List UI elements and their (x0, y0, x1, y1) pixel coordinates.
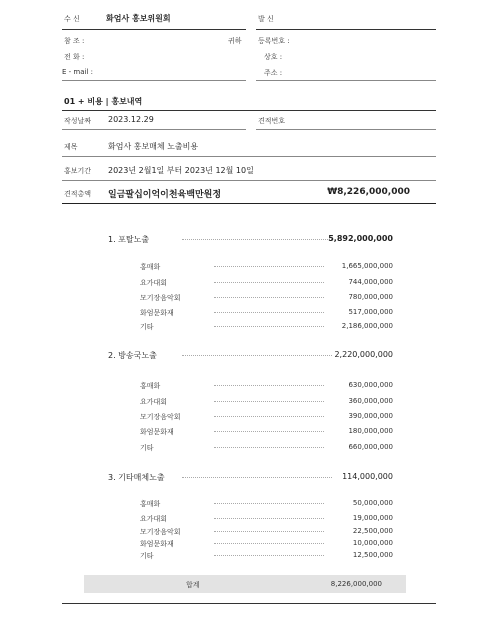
period-underline (62, 180, 436, 181)
item-name: 홍매화 (140, 500, 161, 508)
section-title: 01 + 비용 | 홍보내역 (64, 97, 143, 106)
item-value: 2,186,000,000 (341, 322, 393, 330)
category-title: 1. 포탈노출 (108, 235, 150, 244)
item-name: 화엄문화재 (140, 309, 174, 317)
item-name: 홍매화 (140, 382, 161, 390)
item-value: 50,000,000 (352, 499, 393, 507)
item-name: 모기장음악회 (140, 413, 181, 421)
estimate-underline (256, 129, 436, 130)
address-label: 주소 : (264, 69, 283, 77)
to-underline (62, 29, 246, 30)
registration-label: 등록번호 : (258, 37, 290, 45)
subject-value: 화엄사 홍보매체 노출비용 (108, 142, 199, 151)
section-title-rule (62, 110, 436, 111)
item-value: 22,500,000 (352, 527, 393, 535)
category-title: 3. 기타매체노출 (108, 473, 165, 482)
category-total: 114,000,000 (342, 472, 393, 481)
company-label: 상호 : (264, 53, 283, 61)
left-block-underline (62, 80, 246, 81)
item-value: 180,000,000 (348, 427, 393, 435)
item-value: 360,000,000 (348, 397, 393, 405)
subject-label: 제목 (64, 143, 78, 151)
bottom-rule (62, 603, 436, 604)
item-name: 화엄문화재 (140, 428, 174, 436)
period-value: 2023년 2월1일 부터 2023년 12월 10일 (108, 166, 254, 175)
item-value: 10,000,000 (352, 539, 393, 547)
date-label: 작성날짜 (64, 117, 92, 125)
item-name: 요가대회 (140, 279, 168, 287)
item-value: 780,000,000 (348, 293, 393, 301)
item-value: 12,500,000 (352, 551, 393, 559)
item-value: 744,000,000 (348, 278, 393, 286)
item-value: 19,000,000 (352, 514, 393, 522)
item-name: 모기장음악회 (140, 528, 181, 536)
right-block-underline (256, 80, 436, 81)
date-underline (62, 129, 246, 130)
item-name: 요가대회 (140, 515, 168, 523)
phone-label: 전 화 : (64, 53, 85, 61)
item-name: 홍매화 (140, 263, 161, 271)
sum-label: 합계 (186, 581, 200, 589)
subject-underline (62, 156, 436, 157)
from-label: 발 신 (258, 15, 274, 23)
email-label: E - mail : (62, 68, 93, 76)
total-underline (62, 203, 436, 204)
recipient-name: 화엄사 홍보위원회 (106, 14, 171, 23)
category-total: 5,892,000,000 (328, 234, 393, 243)
period-label: 홍보기간 (64, 167, 92, 175)
total-label: 견적총액 (64, 190, 92, 198)
item-value: 390,000,000 (348, 412, 393, 420)
item-name: 기타 (140, 552, 154, 560)
item-name: 기타 (140, 323, 154, 331)
to-label: 수 신 (64, 15, 80, 23)
item-value: 630,000,000 (348, 381, 393, 389)
estimate-number-label: 견적번호 (258, 117, 286, 125)
ref-label: 참 조 : (64, 37, 85, 45)
total-amount-words: 일금팔십이억이천육백만원정 (108, 190, 222, 200)
honorific: 귀하 (228, 37, 242, 45)
item-name: 화엄문화재 (140, 540, 174, 548)
date-value: 2023.12.29 (108, 115, 154, 124)
item-name: 요가대회 (140, 398, 168, 406)
sum-value: 8,226,000,000 (330, 580, 382, 588)
from-underline (256, 29, 436, 30)
item-value: 1,665,000,000 (341, 262, 393, 270)
total-amount-figure: ₩8,226,000,000 (327, 187, 410, 197)
item-value: 660,000,000 (348, 443, 393, 451)
item-name: 기타 (140, 444, 154, 452)
category-total: 2,220,000,000 (334, 350, 393, 359)
item-value: 517,000,000 (348, 308, 393, 316)
item-name: 모기장음악회 (140, 294, 181, 302)
category-title: 2. 방송국노출 (108, 351, 157, 360)
